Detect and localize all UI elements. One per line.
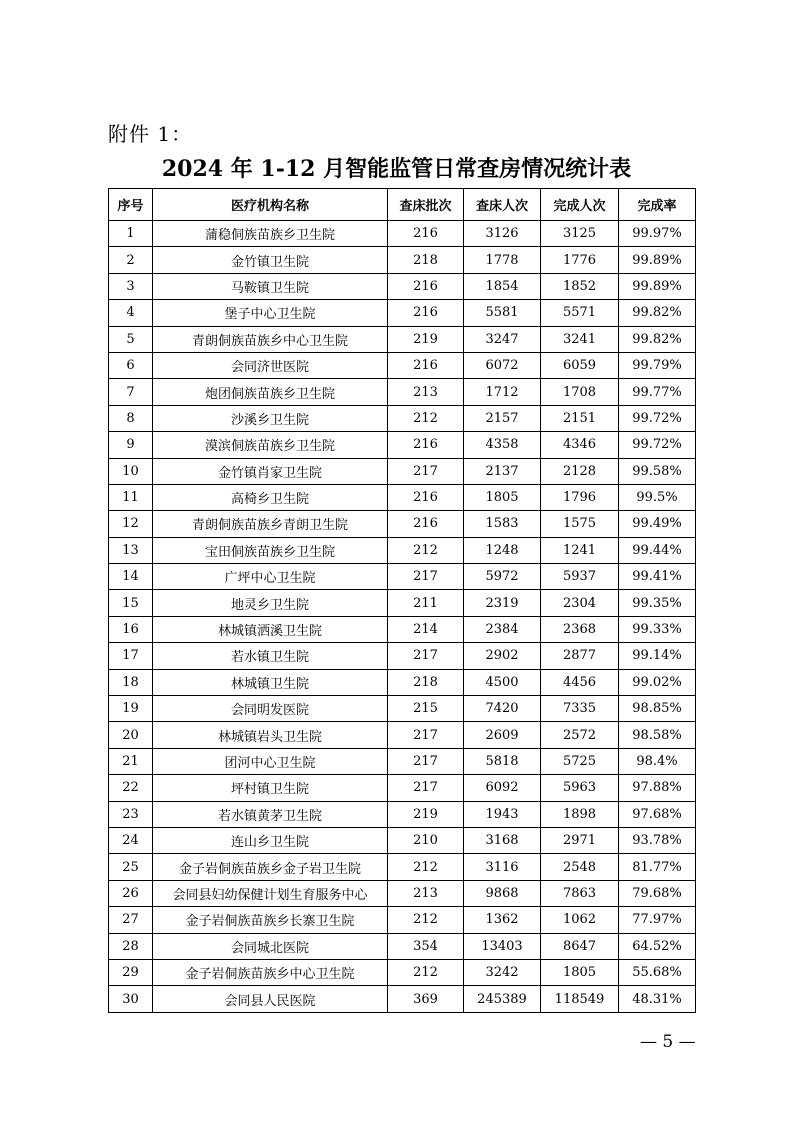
cell-institution: 马鞍镇卫生院 <box>153 273 388 299</box>
cell-ward-batches: 354 <box>388 933 464 959</box>
cell-ward-checks: 1778 <box>464 247 541 273</box>
cell-completed: 1062 <box>541 907 619 933</box>
cell-completion-rate: 93.78% <box>619 827 696 853</box>
cell-completion-rate: 97.88% <box>619 775 696 801</box>
table-row <box>109 432 696 458</box>
header-institution: 医疗机构名称 <box>153 189 388 221</box>
cell-index: 14 <box>109 564 153 590</box>
table-row <box>109 801 696 827</box>
cell-completed: 2572 <box>541 722 619 748</box>
cell-institution: 地灵乡卫生院 <box>153 590 388 616</box>
document-title: 2024 年 1-12 月智能监管日常查房情况统计表 <box>161 156 632 182</box>
cell-completion-rate: 98.85% <box>619 696 696 722</box>
header-completion-rate: 完成率 <box>619 189 696 221</box>
table-row <box>109 590 696 616</box>
cell-completed: 5963 <box>541 775 619 801</box>
cell-completion-rate: 99.35% <box>619 590 696 616</box>
cell-completed: 7863 <box>541 880 619 906</box>
cell-index: 30 <box>109 986 153 1012</box>
cell-ward-checks: 3116 <box>464 854 541 880</box>
cell-ward-batches: 217 <box>388 775 464 801</box>
cell-ward-batches: 218 <box>388 669 464 695</box>
table-row <box>109 405 696 431</box>
table-row <box>109 300 696 326</box>
cell-completion-rate: 98.58% <box>619 722 696 748</box>
table-row <box>109 247 696 273</box>
cell-institution: 会同县人民医院 <box>153 986 388 1012</box>
cell-completed: 3125 <box>541 221 619 247</box>
cell-ward-batches: 212 <box>388 959 464 985</box>
cell-ward-checks: 3126 <box>464 221 541 247</box>
cell-ward-batches: 212 <box>388 907 464 933</box>
header-ward-batches: 查床批次 <box>388 189 464 221</box>
cell-ward-batches: 212 <box>388 405 464 431</box>
cell-completed: 1575 <box>541 511 619 537</box>
cell-institution: 青朗侗族苗族乡中心卫生院 <box>153 326 388 352</box>
cell-index: 19 <box>109 696 153 722</box>
cell-ward-checks: 2902 <box>464 643 541 669</box>
cell-completed: 2304 <box>541 590 619 616</box>
cell-ward-checks: 3247 <box>464 326 541 352</box>
table-row <box>109 959 696 985</box>
cell-ward-batches: 369 <box>388 986 464 1012</box>
cell-ward-batches: 216 <box>388 221 464 247</box>
table-row <box>109 511 696 537</box>
cell-index: 27 <box>109 907 153 933</box>
cell-completed: 2548 <box>541 854 619 880</box>
table-row <box>109 273 696 299</box>
table-row <box>109 458 696 484</box>
cell-completed: 4456 <box>541 669 619 695</box>
cell-ward-batches: 217 <box>388 458 464 484</box>
cell-completed: 1241 <box>541 537 619 563</box>
cell-completed: 4346 <box>541 432 619 458</box>
table-row <box>109 827 696 853</box>
cell-ward-batches: 219 <box>388 801 464 827</box>
cell-institution: 青朗侗族苗族乡青朗卫生院 <box>153 511 388 537</box>
table-row <box>109 326 696 352</box>
table-row <box>109 484 696 510</box>
cell-completion-rate: 99.58% <box>619 458 696 484</box>
cell-institution: 金竹镇卫生院 <box>153 247 388 273</box>
cell-index: 18 <box>109 669 153 695</box>
cell-completed: 5937 <box>541 564 619 590</box>
table-body <box>109 221 696 1013</box>
table-row <box>109 221 696 247</box>
cell-completed: 2368 <box>541 616 619 642</box>
cell-ward-checks: 4500 <box>464 669 541 695</box>
cell-index: 29 <box>109 959 153 985</box>
cell-institution: 若水镇卫生院 <box>153 643 388 669</box>
cell-completion-rate: 77.97% <box>619 907 696 933</box>
cell-index: 25 <box>109 854 153 880</box>
cell-institution: 林城镇岩头卫生院 <box>153 722 388 748</box>
cell-index: 2 <box>109 247 153 273</box>
cell-institution: 会同县妇幼保健计划生育服务中心 <box>153 880 388 906</box>
cell-institution: 会同济世医院 <box>153 352 388 378</box>
cell-ward-batches: 217 <box>388 722 464 748</box>
cell-index: 24 <box>109 827 153 853</box>
cell-completion-rate: 55.68% <box>619 959 696 985</box>
cell-completion-rate: 99.72% <box>619 405 696 431</box>
cell-completion-rate: 99.89% <box>619 247 696 273</box>
cell-index: 15 <box>109 590 153 616</box>
table-row <box>109 880 696 906</box>
cell-ward-checks: 3168 <box>464 827 541 853</box>
cell-ward-checks: 7420 <box>464 696 541 722</box>
cell-ward-batches: 216 <box>388 484 464 510</box>
cell-index: 20 <box>109 722 153 748</box>
cell-ward-checks: 3242 <box>464 959 541 985</box>
cell-completed: 1776 <box>541 247 619 273</box>
table-row <box>109 564 696 590</box>
cell-ward-batches: 216 <box>388 432 464 458</box>
table-header-row <box>109 189 696 221</box>
cell-ward-checks: 1854 <box>464 273 541 299</box>
cell-index: 6 <box>109 352 153 378</box>
cell-index: 21 <box>109 748 153 774</box>
header-completed: 完成人次 <box>541 189 619 221</box>
cell-index: 12 <box>109 511 153 537</box>
cell-index: 9 <box>109 432 153 458</box>
cell-ward-checks: 2609 <box>464 722 541 748</box>
cell-index: 10 <box>109 458 153 484</box>
attachment-label: 附件 1： <box>108 122 193 146</box>
cell-ward-checks: 1805 <box>464 484 541 510</box>
cell-institution: 高椅乡卫生院 <box>153 484 388 510</box>
cell-institution: 广坪中心卫生院 <box>153 564 388 590</box>
cell-institution: 金子岩侗族苗族乡长寨卫生院 <box>153 907 388 933</box>
cell-completed: 2877 <box>541 643 619 669</box>
cell-institution: 金子岩侗族苗族乡金子岩卫生院 <box>153 854 388 880</box>
cell-institution: 金竹镇肖家卫生院 <box>153 458 388 484</box>
cell-ward-batches: 213 <box>388 379 464 405</box>
cell-completion-rate: 99.02% <box>619 669 696 695</box>
cell-completion-rate: 99.33% <box>619 616 696 642</box>
cell-completion-rate: 48.31% <box>619 986 696 1012</box>
cell-index: 16 <box>109 616 153 642</box>
cell-completed: 2151 <box>541 405 619 431</box>
cell-institution: 炮团侗族苗族乡卫生院 <box>153 379 388 405</box>
table-row <box>109 669 696 695</box>
cell-ward-checks: 6072 <box>464 352 541 378</box>
cell-ward-batches: 216 <box>388 511 464 537</box>
cell-index: 1 <box>109 221 153 247</box>
cell-ward-batches: 217 <box>388 748 464 774</box>
cell-ward-batches: 212 <box>388 854 464 880</box>
cell-index: 26 <box>109 880 153 906</box>
cell-institution: 若水镇黄茅卫生院 <box>153 801 388 827</box>
cell-ward-batches: 212 <box>388 537 464 563</box>
cell-index: 28 <box>109 933 153 959</box>
cell-ward-batches: 210 <box>388 827 464 853</box>
cell-completed: 8647 <box>541 933 619 959</box>
table-row <box>109 933 696 959</box>
cell-index: 17 <box>109 643 153 669</box>
cell-completed: 1796 <box>541 484 619 510</box>
cell-institution: 金子岩侗族苗族乡中心卫生院 <box>153 959 388 985</box>
cell-completed: 5725 <box>541 748 619 774</box>
cell-completed: 5571 <box>541 300 619 326</box>
cell-completion-rate: 99.82% <box>619 300 696 326</box>
cell-ward-checks: 2137 <box>464 458 541 484</box>
cell-completed: 1708 <box>541 379 619 405</box>
table-row <box>109 722 696 748</box>
page-number: — 5 — <box>640 1032 696 1052</box>
cell-completed: 1805 <box>541 959 619 985</box>
cell-institution: 林城镇洒溪卫生院 <box>153 616 388 642</box>
cell-ward-checks: 13403 <box>464 933 541 959</box>
cell-ward-batches: 218 <box>388 247 464 273</box>
cell-ward-checks: 2157 <box>464 405 541 431</box>
cell-completion-rate: 79.68% <box>619 880 696 906</box>
header-ward-checks: 查床人次 <box>464 189 541 221</box>
cell-completed: 118549 <box>541 986 619 1012</box>
cell-ward-checks: 6092 <box>464 775 541 801</box>
table-row <box>109 907 696 933</box>
cell-institution: 林城镇卫生院 <box>153 669 388 695</box>
cell-ward-checks: 5581 <box>464 300 541 326</box>
cell-institution: 团河中心卫生院 <box>153 748 388 774</box>
cell-index: 5 <box>109 326 153 352</box>
cell-index: 23 <box>109 801 153 827</box>
cell-institution: 宝田侗族苗族乡卫生院 <box>153 537 388 563</box>
cell-completed: 1898 <box>541 801 619 827</box>
table-row <box>109 616 696 642</box>
cell-ward-checks: 1248 <box>464 537 541 563</box>
cell-institution: 漠滨侗族苗族乡卫生院 <box>153 432 388 458</box>
header-index: 序号 <box>109 189 153 221</box>
cell-ward-checks: 1362 <box>464 907 541 933</box>
cell-completion-rate: 81.77% <box>619 854 696 880</box>
cell-ward-batches: 217 <box>388 564 464 590</box>
table-row <box>109 854 696 880</box>
table-row <box>109 986 696 1012</box>
cell-ward-batches: 219 <box>388 326 464 352</box>
cell-completion-rate: 99.72% <box>619 432 696 458</box>
cell-ward-checks: 4358 <box>464 432 541 458</box>
table-row <box>109 775 696 801</box>
cell-ward-checks: 1943 <box>464 801 541 827</box>
cell-ward-batches: 215 <box>388 696 464 722</box>
cell-completion-rate: 99.82% <box>619 326 696 352</box>
cell-ward-batches: 211 <box>388 590 464 616</box>
table-row <box>109 643 696 669</box>
cell-ward-batches: 213 <box>388 880 464 906</box>
cell-ward-batches: 216 <box>388 300 464 326</box>
cell-ward-batches: 214 <box>388 616 464 642</box>
cell-completed: 1852 <box>541 273 619 299</box>
cell-ward-checks: 1583 <box>464 511 541 537</box>
cell-institution: 堡子中心卫生院 <box>153 300 388 326</box>
cell-ward-checks: 9868 <box>464 880 541 906</box>
cell-completed: 2128 <box>541 458 619 484</box>
cell-institution: 连山乡卫生院 <box>153 827 388 853</box>
cell-completion-rate: 99.5% <box>619 484 696 510</box>
cell-ward-checks: 2384 <box>464 616 541 642</box>
cell-completed: 7335 <box>541 696 619 722</box>
cell-institution: 会同明发医院 <box>153 696 388 722</box>
cell-completion-rate: 97.68% <box>619 801 696 827</box>
cell-index: 13 <box>109 537 153 563</box>
cell-ward-batches: 216 <box>388 352 464 378</box>
cell-ward-checks: 5818 <box>464 748 541 774</box>
cell-ward-checks: 5972 <box>464 564 541 590</box>
cell-completion-rate: 99.77% <box>619 379 696 405</box>
cell-index: 4 <box>109 300 153 326</box>
cell-completion-rate: 99.41% <box>619 564 696 590</box>
cell-ward-checks: 1712 <box>464 379 541 405</box>
cell-ward-batches: 217 <box>388 643 464 669</box>
cell-ward-checks: 2319 <box>464 590 541 616</box>
cell-completion-rate: 99.97% <box>619 221 696 247</box>
cell-institution: 会同城北医院 <box>153 933 388 959</box>
cell-completion-rate: 99.89% <box>619 273 696 299</box>
cell-institution: 蒲稳侗族苗族乡卫生院 <box>153 221 388 247</box>
table-row <box>109 379 696 405</box>
statistics-table <box>108 188 696 1013</box>
cell-index: 11 <box>109 484 153 510</box>
cell-completed: 3241 <box>541 326 619 352</box>
cell-completion-rate: 99.49% <box>619 511 696 537</box>
table-row <box>109 748 696 774</box>
table-row <box>109 537 696 563</box>
cell-completion-rate: 98.4% <box>619 748 696 774</box>
cell-ward-batches: 216 <box>388 273 464 299</box>
cell-institution: 坪村镇卫生院 <box>153 775 388 801</box>
cell-index: 7 <box>109 379 153 405</box>
cell-index: 3 <box>109 273 153 299</box>
cell-index: 22 <box>109 775 153 801</box>
cell-completion-rate: 99.79% <box>619 352 696 378</box>
cell-completion-rate: 64.52% <box>619 933 696 959</box>
cell-completed: 2971 <box>541 827 619 853</box>
cell-completed: 6059 <box>541 352 619 378</box>
cell-index: 8 <box>109 405 153 431</box>
cell-ward-checks: 245389 <box>464 986 541 1012</box>
cell-completion-rate: 99.44% <box>619 537 696 563</box>
cell-institution: 沙溪乡卫生院 <box>153 405 388 431</box>
table-row <box>109 696 696 722</box>
table-row <box>109 352 696 378</box>
cell-completion-rate: 99.14% <box>619 643 696 669</box>
